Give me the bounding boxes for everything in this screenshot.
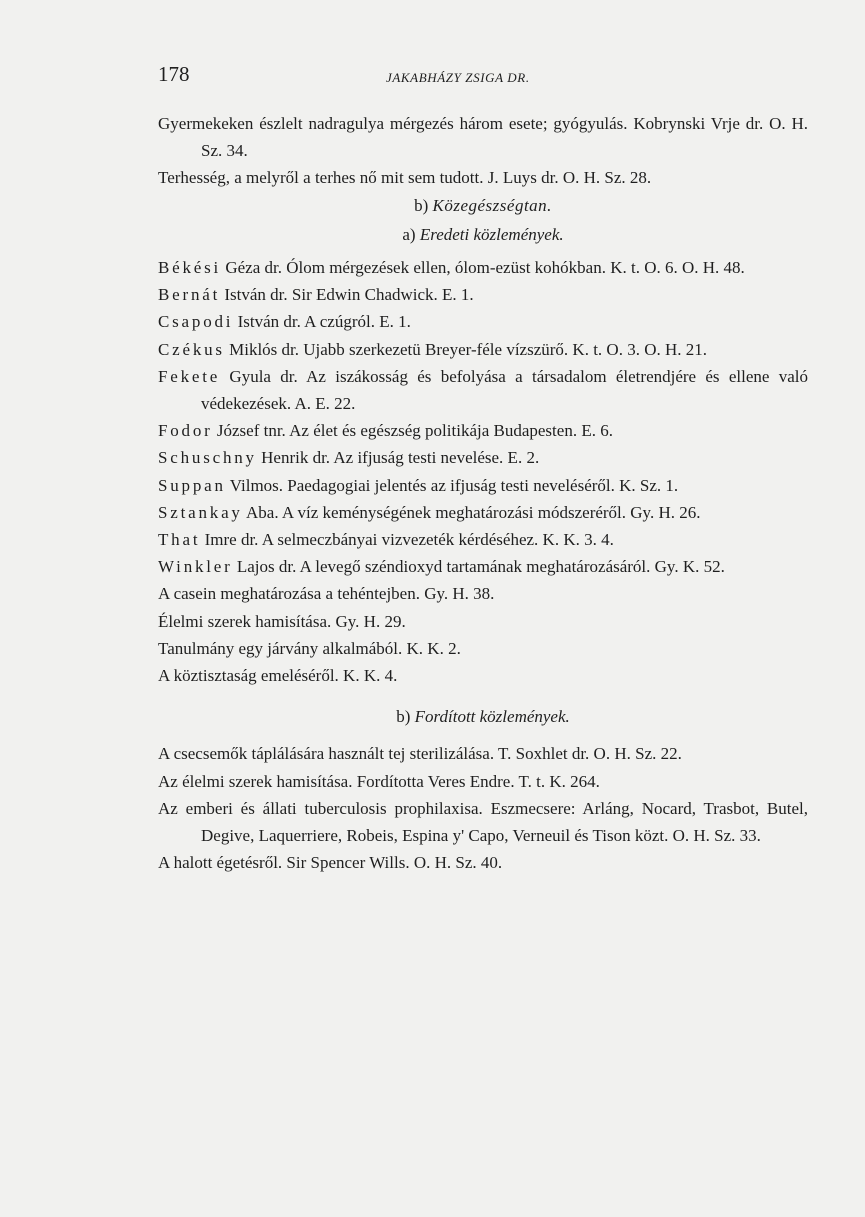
intro-list [158,110,808,192]
subsection-heading-original [158,221,808,248]
bibliography-entry [158,499,808,526]
bibliography-entry [158,608,808,635]
bibliography-entry: A csecsemők táplálására használt tej sterilizálása. T. Soxhlet dr. O. H. Sz. 22. [158,744,682,764]
author-surname: Schuschny [158,448,257,468]
entry-text: A casein meghatározása a tehéntejben. Gy. H. 38. [158,584,495,604]
intro-entry: Gyermekeken észlelt nadragulya mérgezés három esete; gyógyulás. Kobrynski Vrje dr. O. H. Sz. 34. [158,114,808,161]
entry-text: Henrik dr. Az ifjuság testi nevelése. E. 2. [256,448,540,468]
subsection-title: Eredeti közlemények. [419,224,564,244]
bibliography-entry [158,580,808,607]
original-publications-list [158,254,808,689]
page-header [158,62,805,92]
entry-text: Élelmi szerek hamisítása. Gy. H. 29. [158,611,406,631]
section-mark: b) [414,195,429,215]
subsection-mark: b) [396,707,411,727]
author-surname: Suppan [158,475,226,495]
bibliography-entry: Az élelmi szerek hamisítása. Fordította Veres Endre. T. t. K. 264. [158,771,600,791]
bibliography-entry [158,417,808,444]
subsection-title: Fordított közlemények. [414,707,570,727]
page-body [158,110,808,876]
bibliography-entry: A halott égetésről. Sir Spencer Wills. O. H. Sz. 40. [158,853,503,873]
bibliography-entry [158,308,808,335]
author-surname: Fodor [158,421,213,441]
section-title: Közegészségtan. [432,195,552,215]
subsection-mark: a) [402,224,416,244]
author-surname: Csapodi [158,312,234,332]
entry-text: Imre dr. A selmeczbányai vizvezeték kérdéséhez. K. K. 3. 4. [200,530,614,550]
author-surname: Bernát [158,285,221,305]
bibliography-entry: Az emberi és állati tuberculosis prophilaxisa. Eszmecsere: Arláng, Nocard, Trasbot, Butel, Degive, Laquerriere, Robeis, Espina y' Capo, Verneuil és Tison közt. O. H. Sz. 33. [158,798,808,846]
page-number: 178 [158,62,190,86]
entry-text: Tanulmány egy járvány alkalmából. K. K. 2. [158,638,461,658]
translated-publications-list [158,740,808,876]
author-surname: That [158,530,201,550]
bibliography-entry [158,336,808,363]
entry-text: Miklós dr. Ujabb szerkezetü Breyer-féle vízszürő. K. t. O. 3. O. H. 21. [224,339,708,359]
bibliography-entry [158,635,808,662]
author-surname: Békési [158,258,222,278]
bibliography-entry [158,281,808,308]
entry-text: A köztisztaság emeléséről. K. K. 4. [158,666,398,686]
running-head: JAKABHÁZY ZSIGA DR. [386,70,530,85]
bibliography-entry [158,526,808,553]
entry-text: Gyula dr. Az iszákosság és befolyása a társadalom életrendjére és ellene való védekezések. A. E. 22. [201,366,808,414]
entry-text: Vilmos. Paedagogiai jelentés az ifjuság testi neveléséről. K. Sz. 1. [225,475,679,495]
entry-text: István dr. Sir Edwin Chadwick. E. 1. [220,285,474,305]
bibliography-entry [158,472,808,499]
author-surname: Sztankay [158,502,243,522]
author-surname: Czékus [158,339,225,359]
entry-text: Lajos dr. A levegő széndioxyd tartamának meghatározásáról. Gy. K. 52. [232,557,725,577]
bibliography-entry [158,254,808,281]
bibliography-entry [158,363,808,417]
entry-text: István dr. A czúgról. E. 1. [233,312,411,332]
section-heading-hygiene [158,192,808,219]
entry-text: József tnr. Az élet és egészség politikája Budapesten. E. 6. [212,421,613,441]
bibliography-entry [158,444,808,471]
author-surname: Winkler [158,557,233,577]
bibliography-entry [158,662,808,689]
intro-entry: Terhesség, a melyről a terhes nő mit sem tudott. J. Luys dr. O. H. Sz. 28. [158,168,652,188]
entry-text: Géza dr. Ólom mérgezések ellen, ólom-ezüst kohókban. K. t. O. 6. O. H. 48. [221,258,745,278]
subsection-heading-translated [158,703,808,730]
entry-text: Aba. A víz keménységének meghatározási módszeréről. Gy. H. 26. [242,502,701,522]
bibliography-entry [158,553,808,580]
author-surname: Fekete [158,366,221,386]
